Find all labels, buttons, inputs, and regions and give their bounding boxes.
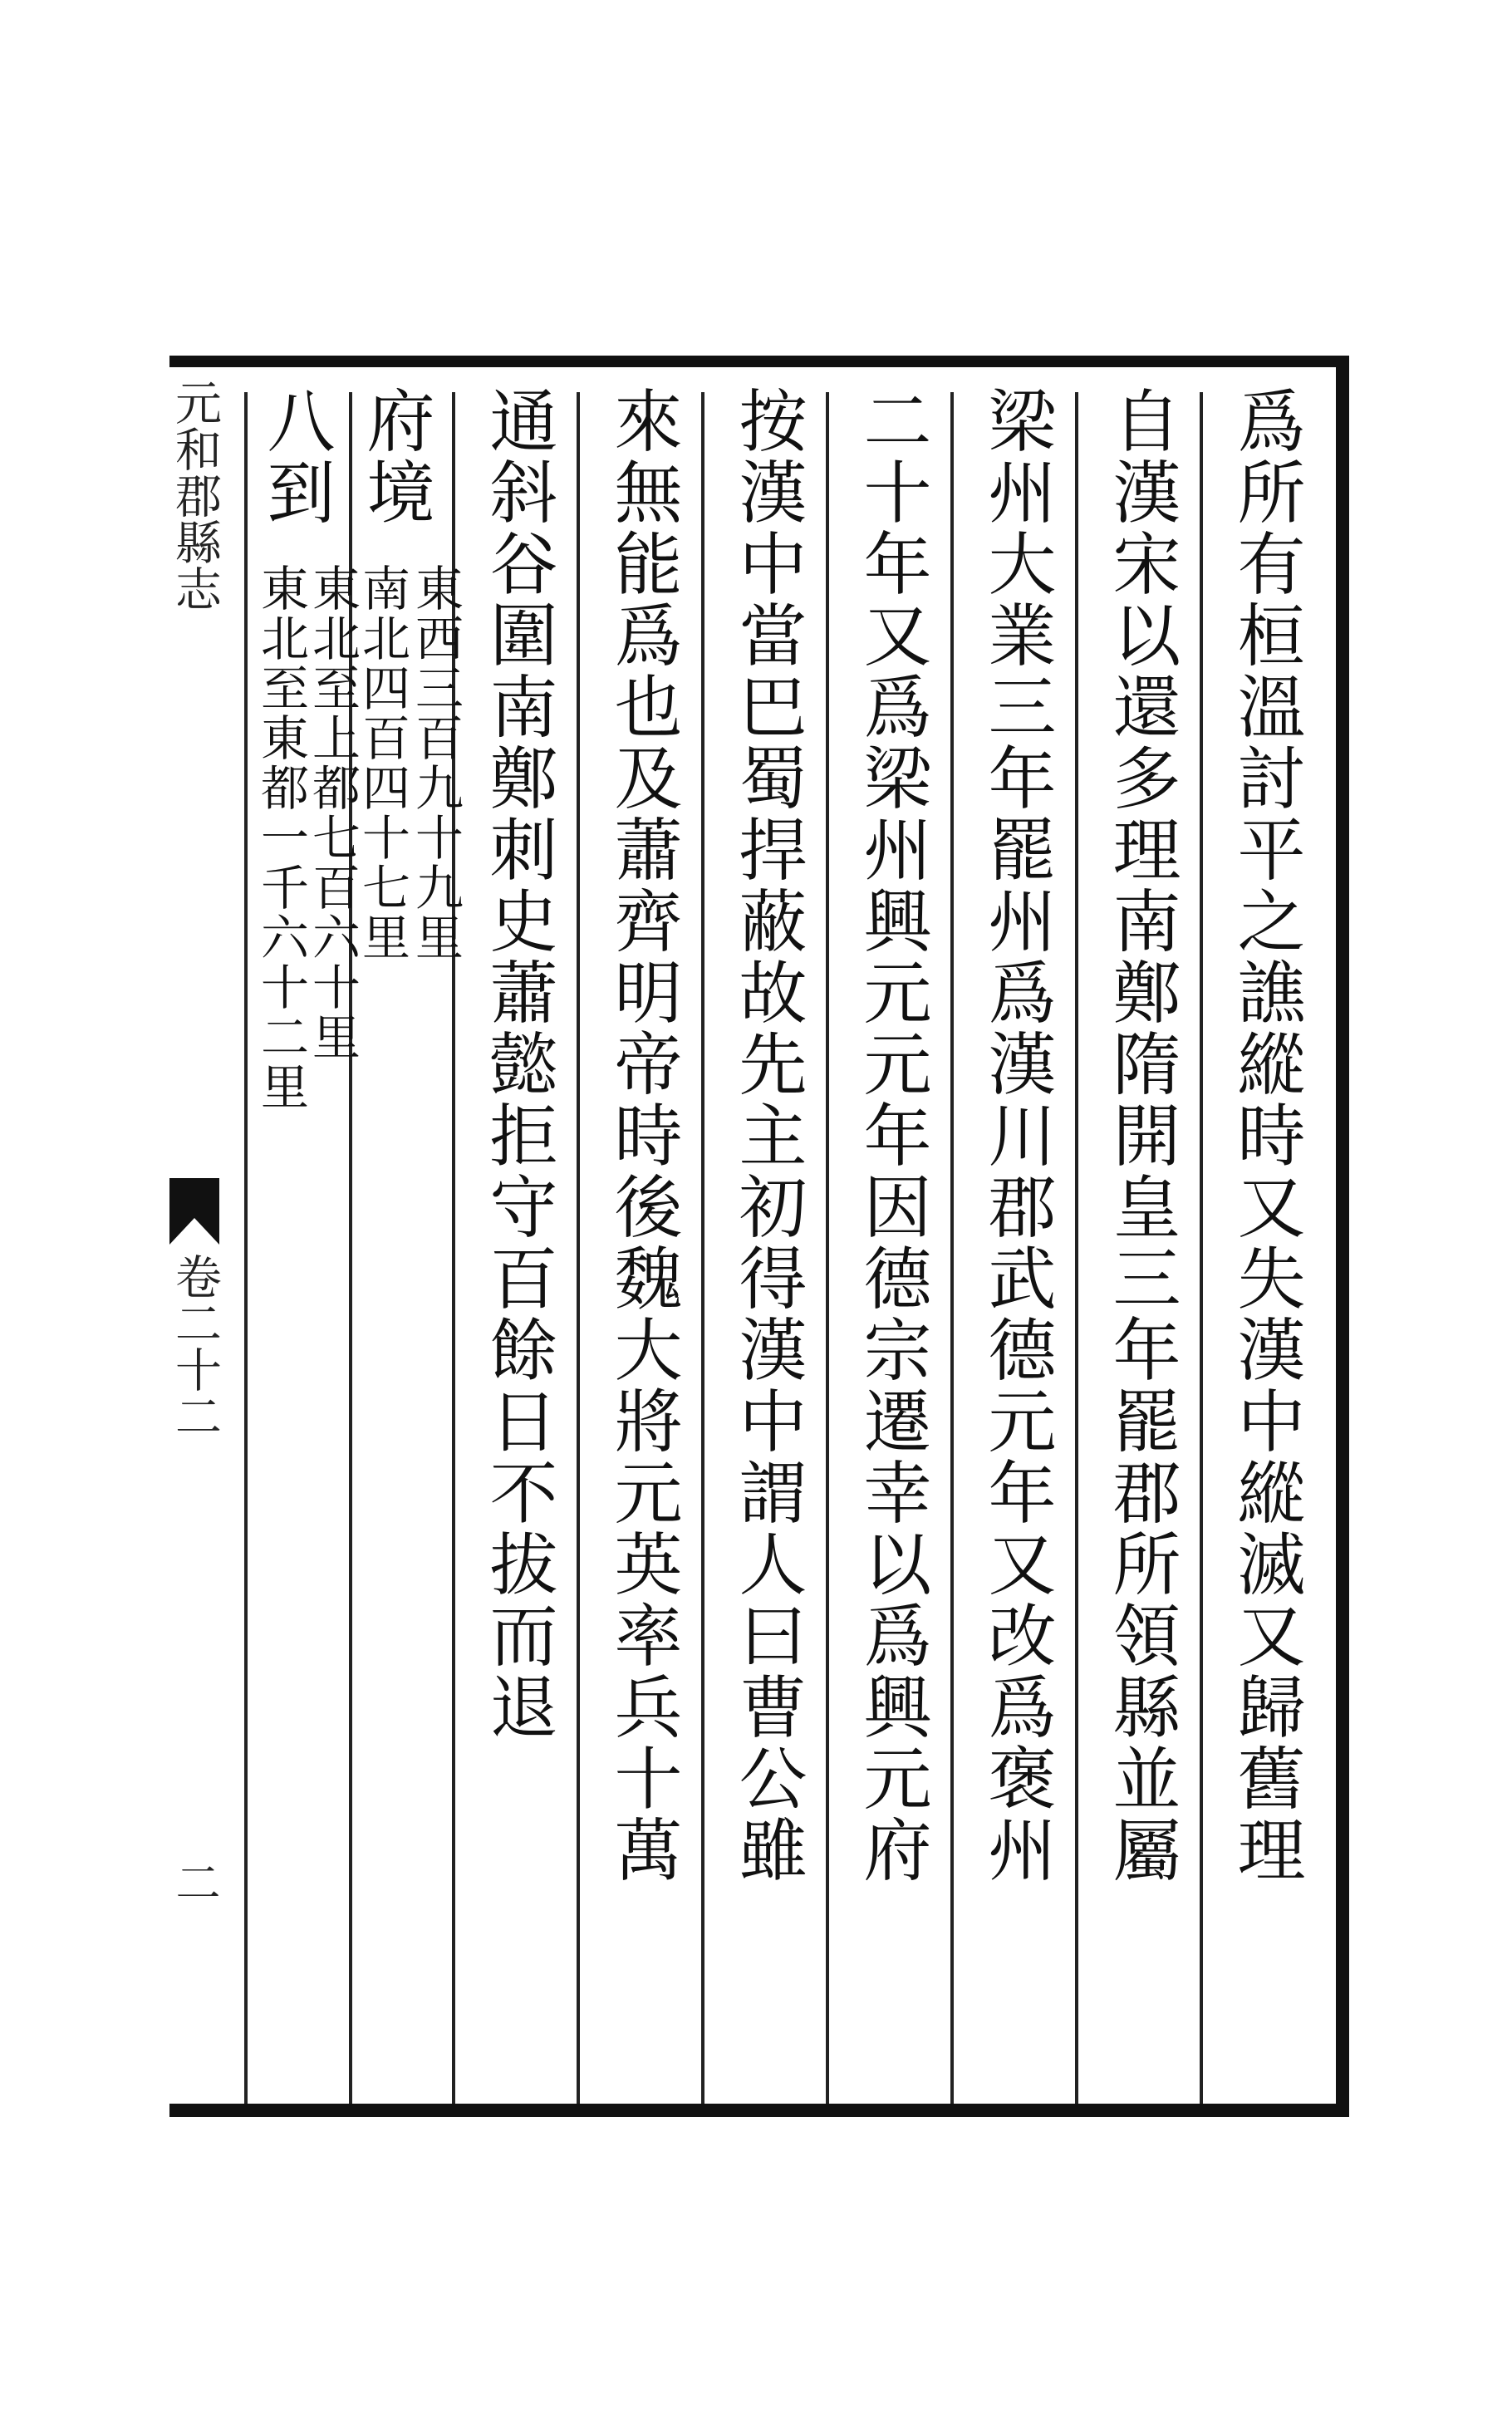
fish-tail-mark (169, 1178, 219, 1245)
text-column-1: 爲所有桓溫討平之譙縱時又失漢中縱滅又歸舊理 (1226, 386, 1305, 1886)
frame-right-border (1336, 356, 1349, 2117)
column-rule (577, 392, 580, 2104)
bazhi-line-2: 東北至東都一千六十二里 (253, 563, 309, 1112)
text-column-5: 按漢中當巴蜀捍蔽故先主初得漢中謂人曰曹公雖 (728, 386, 807, 1886)
frame-bottom-border (169, 2104, 1349, 2117)
column-rule (1200, 392, 1203, 2104)
column-rule (1075, 392, 1078, 2104)
column-rule (701, 392, 704, 2104)
text-column-7: 通斜谷圍南鄭刺史蕭懿拒守百餘日不拔而退 (479, 386, 557, 1743)
page-frame (169, 356, 1349, 2117)
margin-volume: 卷二十二 (168, 1253, 222, 1439)
fujing-south-north: 南北四百四十七里 (354, 563, 410, 962)
text-column-4: 二十年又爲梁州興元元年因德宗遷幸以爲興元府 (852, 386, 931, 1886)
fujing-east-west: 東西三百九十九里 (407, 563, 464, 962)
text-column-6: 來無能爲也及蕭齊明帝時後魏大將元英率兵十萬 (603, 386, 682, 1886)
text-column-2: 自漢宋以還多理南鄭隋開皇三年罷郡所領縣並屬 (1102, 386, 1181, 1886)
column-rule (826, 392, 829, 2104)
fujing-heading: 府境 (356, 386, 434, 528)
margin-page-number: 二 (169, 1859, 221, 1904)
column-rule (950, 392, 954, 2104)
text-column-3: 梁州大業三年罷州爲漢川郡武德元年又改爲褒州 (977, 386, 1056, 1886)
bazhi-line-1: 東北至上都七百六十里 (304, 563, 361, 1062)
frame-top-border (169, 356, 1349, 367)
column-rule (244, 392, 248, 2104)
margin-title: 元和郡縣志 (168, 379, 222, 611)
bazhi-heading: 八到 (256, 386, 335, 528)
